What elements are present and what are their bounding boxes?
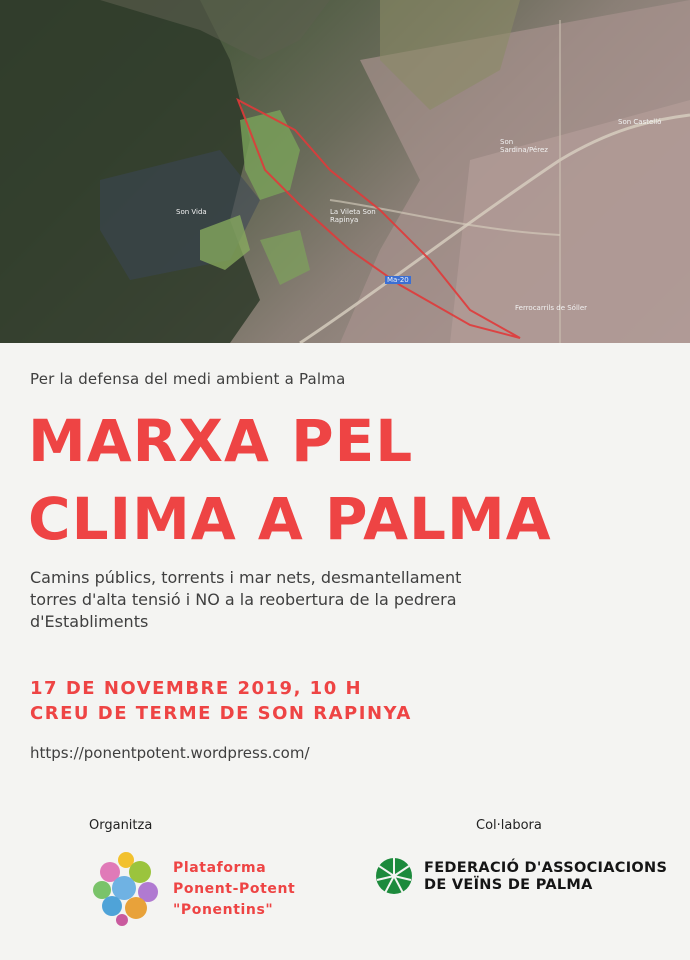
event-location: CREU DE TERME DE SON RAPINYA (30, 703, 412, 724)
description (30, 567, 550, 633)
title-line: MARXA PEL (28, 407, 414, 475)
collaborator-name (424, 860, 667, 894)
page-title (28, 402, 552, 558)
event-date-time: 17 DE NOVEMBRE 2019, 10 H (30, 678, 363, 699)
map-label: Son Vida (176, 208, 207, 216)
map-label: Son Sardina/Pérez (500, 138, 548, 154)
ponentins-logo-icon (90, 850, 162, 926)
organizer-name (173, 858, 295, 921)
organizer-name-line: Ponent-Potent (173, 881, 296, 897)
title-line: CLIMA A PALMA (28, 485, 552, 553)
satellite-map (0, 0, 690, 343)
description-line: d'Establiments (30, 612, 149, 631)
collaborator-name-line: DE VEÏNS DE PALMA (424, 877, 593, 893)
website-link[interactable]: https://ponentpotent.wordpress.com/ (30, 744, 310, 762)
description-line: Camins públics, torrents i mar nets, desmantellament (30, 568, 462, 587)
organizer-name-line: Plataforma (173, 860, 267, 876)
description-line: torres d'alta tensió i NO a la reobertura de la pedrera (30, 590, 457, 609)
organizer-label: Organitza (89, 818, 153, 833)
event-details (30, 676, 412, 726)
collaborator-label: Col·labora (476, 818, 542, 833)
road-sign: Ma-20 (387, 276, 409, 284)
map-label: La Vileta Son Rapinya (330, 208, 376, 224)
collaborator-name-line: FEDERACIÓ D'ASSOCIACIONS (424, 860, 668, 876)
map-label: Ferrocarrils de Sóller (515, 304, 588, 312)
federation-logo-icon (371, 856, 417, 896)
subtitle: Per la defensa del medi ambient a Palma (30, 370, 346, 388)
map-label: Son Castelló (618, 118, 662, 126)
organizer-name-line: "Ponentins" (173, 902, 274, 918)
map-graphic (0, 0, 690, 343)
